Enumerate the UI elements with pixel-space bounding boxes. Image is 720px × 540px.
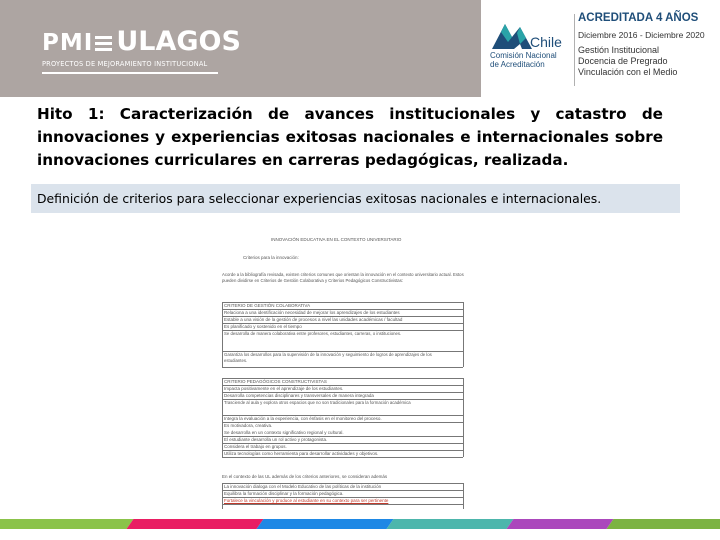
table-row: Garantiza los desarrollos para la supervisión de la innovación y seguimiento de logros de aprendizajes de los estudiantes. <box>224 352 432 363</box>
criteria-document-image <box>221 232 473 510</box>
doc-heading: INNOVACIÓN EDUCATIVA EN EL CONTEXTO UNIVERSITARIO <box>271 237 402 242</box>
table-header: CRITERIO DE GESTIÓN COLABORATIVA <box>224 303 311 308</box>
accreditation-dates: Diciembre 2016 - Diciembre 2020 <box>578 30 705 40</box>
table-header: CRITERIO PEDAGÓGICOS CONSTRUCTIVISTAS <box>224 379 327 384</box>
table-row: Desarrolla competencias disciplinares y transversales de manera integrada <box>224 393 374 398</box>
pmi-logo-text: PMI <box>42 30 94 56</box>
slide-header <box>0 0 720 97</box>
table-row: La innovación dialoga con el Modelo Educativo de las políticas de la institución <box>224 484 382 489</box>
table-row: Estable a una visión de la gestión de procesos a nivel las unidades académicas / facultad <box>224 317 403 322</box>
pmi-logo-panel <box>0 0 481 97</box>
table-row: Se desarrolla en un contexto significativo regional y cultural. <box>224 430 344 435</box>
table-row: Equilibra la formación disciplinar y la formación pedagógica. <box>224 491 344 496</box>
accreditation-area: Vinculación con el Medio <box>578 67 678 77</box>
table-row: El estudiante desarrolla un rol activo y protagonista. <box>224 437 328 442</box>
cna-name-line2: de Acreditación <box>490 59 545 69</box>
definition-text: Definición de criterios para seleccionar experiencias exitosas nacionales e internacionales. <box>37 191 602 206</box>
pmi-logo-rule <box>42 72 218 74</box>
table-row: Se desarrolla de manera colaborativa entre profesores, estudiantes, carreras, o instituciones. <box>224 331 402 336</box>
cna-name <box>490 52 570 69</box>
cna-name-line1: Comisión Nacional <box>490 51 557 60</box>
definition-banner <box>31 184 680 213</box>
stripe-blue <box>256 519 393 529</box>
cna-mountain-icon <box>490 18 534 50</box>
doc-subheading: Criterios para la innovación: <box>243 255 299 260</box>
accreditation-title: ACREDITADA 4 AÑOS <box>578 12 699 24</box>
doc-section-text: En el contexto de las UL además de los criterios anteriores, se consideran además <box>222 474 388 479</box>
accreditation-areas <box>578 45 677 78</box>
accreditation-area: Docencia de Pregrado <box>578 56 668 66</box>
hito-title: Hito 1: Caracterización de avances institucionales y catastro de innovaciones y experiencias exitosas nacionales e internacionales sobre innovaciones curriculares en carreras pedagógicas, realizada. <box>37 105 663 169</box>
pmi-ulagos-logo <box>42 26 241 57</box>
logo-bars-icon <box>95 33 112 54</box>
ulagos-logo-text: ULAGOS <box>116 26 241 57</box>
accreditation-block <box>574 10 720 90</box>
stripe-green <box>0 519 134 529</box>
table-row: Fortalece la vinculación y produce al estudiante en su contexto para ser pertinente <box>224 498 389 503</box>
accreditation-area: Gestión Institucional <box>578 45 660 55</box>
pmi-logo-subtitle: PROYECTOS DE MEJORAMIENTO INSTITUCIONAL <box>42 60 208 68</box>
stripe-pink <box>126 519 263 529</box>
stripe-teal <box>386 519 513 529</box>
cna-chile-word: Chile <box>530 34 562 50</box>
table-row: Integra la evaluación a la experiencia, con énfasis en el monitoreo del proceso. <box>224 416 382 421</box>
stripe-purple <box>506 519 613 529</box>
footer-color-stripe <box>0 519 720 529</box>
table-row: Considera el trabajo en grupos. <box>224 444 287 449</box>
table-row: Es planificado y sostenido en el tiempo <box>224 324 302 329</box>
table-row: Trasciende al aula y explora otros espacios que no son tradicionales para la formación académica <box>224 400 411 405</box>
table-row: Es motivadora, creativa. <box>224 423 273 428</box>
accreditation-divider <box>574 14 575 86</box>
cna-chile-logo <box>490 18 568 88</box>
table-row: Impacta positivamente en el aprendizaje de los estudiantes. <box>224 386 344 391</box>
table-row: Utiliza tecnologías como herramienta para desarrollar actividades y objetivos. <box>224 451 379 456</box>
doc-intro: Acorde a la bibliografía revisada, existen criterios comunes que orientan la innovación en el contexto universitario actual. Estos pueden dividirse en Criterios de Gestión Colaborativa y Criterios Pedagógicos Constructivistas: <box>222 272 464 283</box>
table-row: Relaciona a una identificación necesidad de mejorar los aprendizajes de los estudiantes <box>224 310 400 315</box>
stripe-lime <box>606 519 720 529</box>
